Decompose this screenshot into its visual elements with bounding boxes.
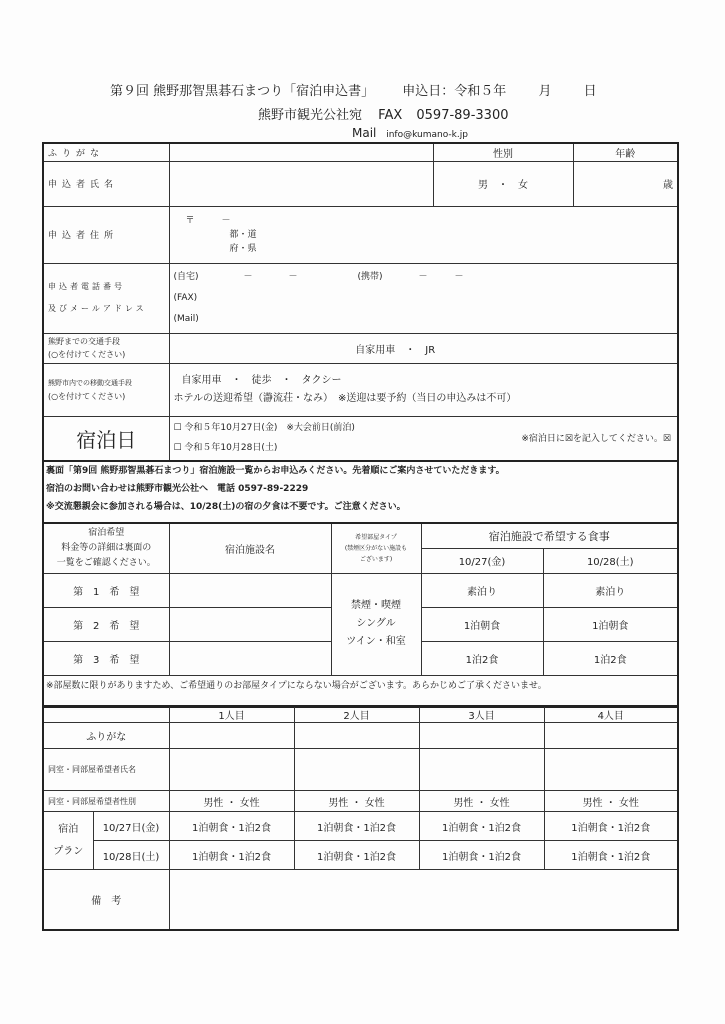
transport-hint: (○を付けてください) [48, 350, 126, 359]
meal-option-day1[interactable]: 1泊朝食 [421, 607, 543, 641]
roommate-furigana-input[interactable] [419, 723, 544, 749]
roommate-gender-options[interactable]: 男性 ・ 女性 [169, 791, 294, 812]
postal-code: 〒 － [185, 215, 231, 226]
notice-line: 裏面「第9回 熊野那智黒碁石まつり」宿泊施設一覧からお申込みください。先着順にご案内させていただきます。 [46, 466, 505, 476]
hotel-shuttle-option[interactable]: ホテルの送迎希望（瀞流荘・なみ） ※送迎は要予約（当日の申込みは不可） [173, 392, 517, 404]
roommate-furigana-input[interactable] [544, 723, 678, 749]
plan-label: プラン [53, 845, 84, 857]
local-transport-options[interactable]: 自家用車 ・ 徒歩 ・ タクシー [181, 374, 342, 386]
room-type-note: (禁煙区分がない施設も [344, 544, 408, 552]
preferences-table [42, 522, 679, 708]
age-header: 年齢 [573, 143, 678, 161]
notice-box [42, 460, 679, 524]
day-label: 日 [583, 84, 597, 99]
form-title-line [110, 80, 597, 99]
plan-option-day2[interactable]: 1泊朝食・1泊2食 [169, 841, 294, 870]
roommate-furigana-input[interactable] [169, 723, 294, 749]
plan-day1-label: 10/27日(金) [93, 812, 169, 841]
stay-date-note: ※宿泊日に☒を記入してください。☒ [521, 433, 671, 444]
roommate-name-input[interactable] [294, 749, 419, 791]
roommate-gender-options[interactable]: 男性 ・ 女性 [294, 791, 419, 812]
plan-option-day2[interactable]: 1泊朝食・1泊2食 [419, 841, 544, 870]
room-note: ※部屋数に限りがありますため、ご希望通りのお部屋タイプにならない場合がございます。あらかじめご了承くださいませ。 [43, 675, 678, 707]
plan-label: 宿泊 [58, 823, 79, 835]
person-1-header: 1人目 [169, 706, 294, 723]
roommate-gender-options[interactable]: 男性 ・ 女性 [419, 791, 544, 812]
roommate-name-label: 同室・同部屋希望者氏名 [43, 749, 169, 791]
meals-day2-header: 10/28(土) [543, 548, 678, 573]
room-type-single[interactable]: シングル [356, 618, 396, 629]
form-title: 第９回 熊野那智黒碁石まつり「宿泊申込書」 [110, 84, 375, 99]
plan-option-day1[interactable]: 1泊朝食・1泊2食 [419, 812, 544, 841]
mail-line [352, 126, 468, 140]
prefecture-1: 都・道 [229, 229, 257, 240]
remarks-label: 備 考 [43, 870, 169, 930]
address-input[interactable] [169, 206, 678, 263]
month-label: 月 [538, 84, 552, 99]
notice-line: ※交流懇親会に参加される場合は、10/28(土)の宿の夕食は不要です。ご注意ください。 [46, 502, 406, 512]
room-type-header: 希望部屋タイプ [355, 533, 397, 541]
local-transport-hint: (○を付けてください) [48, 391, 126, 401]
stay-date-oct28-checkbox[interactable]: ☐ 令和５年10月28日(土) [173, 443, 278, 454]
person-2-header: 2人目 [294, 706, 419, 723]
pref-header-line: 宿泊希望 [88, 527, 125, 538]
name-label: 申込者氏名 [43, 161, 169, 206]
plan-option-day1[interactable]: 1泊朝食・1泊2食 [544, 812, 678, 841]
roommates-table [42, 705, 679, 931]
recipient: 熊野市観光公社宛 [258, 108, 363, 123]
home-phone-input[interactable]: (自宅) － － [173, 271, 298, 282]
person-3-header: 3人目 [419, 706, 544, 723]
gender-options[interactable]: 男 ・ 女 [433, 161, 573, 206]
meals-day1-header: 10/27(金) [421, 548, 543, 573]
roommate-name-input[interactable] [544, 749, 678, 791]
meal-option-day2[interactable]: 1泊2食 [543, 641, 678, 675]
choice-3-facility-input[interactable] [169, 641, 331, 675]
fax-input[interactable]: (FAX) [173, 292, 198, 303]
transport-options[interactable]: 自家用車 ・ JR [169, 333, 678, 363]
local-transport-label: 熊野市内での移動交通手段 [48, 378, 132, 387]
facility-name-header: 宿泊施設名 [169, 523, 331, 573]
roommate-gender-label: 同室・同部屋希望者性別 [43, 791, 169, 812]
choice-2-label: 第 2 希 望 [43, 607, 169, 641]
pref-header-line: 料金等の詳細は裏面の [61, 542, 152, 553]
plan-option-day2[interactable]: 1泊朝食・1泊2食 [544, 841, 678, 870]
roommate-name-input[interactable] [169, 749, 294, 791]
empty-header-cell [43, 706, 169, 723]
person-4-header: 4人目 [544, 706, 678, 723]
prefecture-2: 府・県 [229, 243, 257, 254]
room-type-smoking[interactable]: 禁煙・喫煙 [351, 600, 401, 611]
plan-option-day1[interactable]: 1泊朝食・1泊2食 [294, 812, 419, 841]
furigana-label: ふりがな [43, 143, 169, 161]
choice-2-facility-input[interactable] [169, 607, 331, 641]
notice-line: 宿泊のお問い合わせは熊野市観光公社へ 電話 0597-89-2229 [46, 484, 309, 494]
name-input[interactable] [169, 161, 433, 206]
choice-1-label: 第 1 希 望 [43, 573, 169, 607]
choice-1-facility-input[interactable] [169, 573, 331, 607]
stay-date-oct27-checkbox[interactable]: ☐ 令和５年10月27日(金) ※大会前日(前泊) [173, 423, 355, 434]
stay-date-label: 宿泊日 [43, 416, 169, 461]
room-type-twin[interactable]: ツイン・和室 [346, 636, 406, 647]
meal-option-day1[interactable]: 1泊2食 [421, 641, 543, 675]
email-label: 及びメールアドレス [48, 304, 147, 313]
fax-label: FAX [378, 108, 403, 123]
mail-input[interactable]: (Mail) [173, 313, 199, 324]
plan-option-day1[interactable]: 1泊朝食・1泊2食 [169, 812, 294, 841]
meal-option-day2[interactable]: 素泊り [543, 573, 678, 607]
gender-header: 性別 [433, 143, 573, 161]
fax-number: 0597-89-3300 [416, 108, 509, 123]
meals-header: 宿泊施設で希望する食事 [421, 523, 678, 548]
meal-option-day1[interactable]: 素泊り [421, 573, 543, 607]
roommate-name-input[interactable] [419, 749, 544, 791]
pref-header-line: 一覧をご確認ください。 [56, 557, 156, 568]
age-input[interactable]: 歳 [573, 161, 678, 206]
applicant-table [42, 142, 679, 462]
mail-address: info@kumano-k.jp [386, 130, 468, 140]
address-label: 申込者住所 [43, 206, 169, 263]
room-type-note: ございます) [359, 555, 393, 563]
phone-label: 申込者電話番号 [48, 282, 125, 291]
choice-3-label: 第 3 希 望 [43, 641, 169, 675]
remarks-input[interactable] [169, 870, 678, 930]
application-date-label: 申込日：令和５年 [402, 84, 507, 99]
recipient-line [258, 104, 508, 123]
roommate-furigana-input[interactable] [294, 723, 419, 749]
plan-day2-label: 10/28日(土) [93, 841, 169, 870]
plan-option-day2[interactable]: 1泊朝食・1泊2食 [294, 841, 419, 870]
transport-label: 熊野までの交通手段 [48, 337, 120, 346]
meal-option-day2[interactable]: 1泊朝食 [543, 607, 678, 641]
furigana-input[interactable] [169, 143, 433, 161]
roommate-gender-options[interactable]: 男性 ・ 女性 [544, 791, 678, 812]
mail-label: Mail [352, 126, 377, 140]
mobile-phone-input[interactable]: (携帯) － － [357, 271, 464, 282]
roommate-furigana-label: ふりがな [43, 723, 169, 749]
